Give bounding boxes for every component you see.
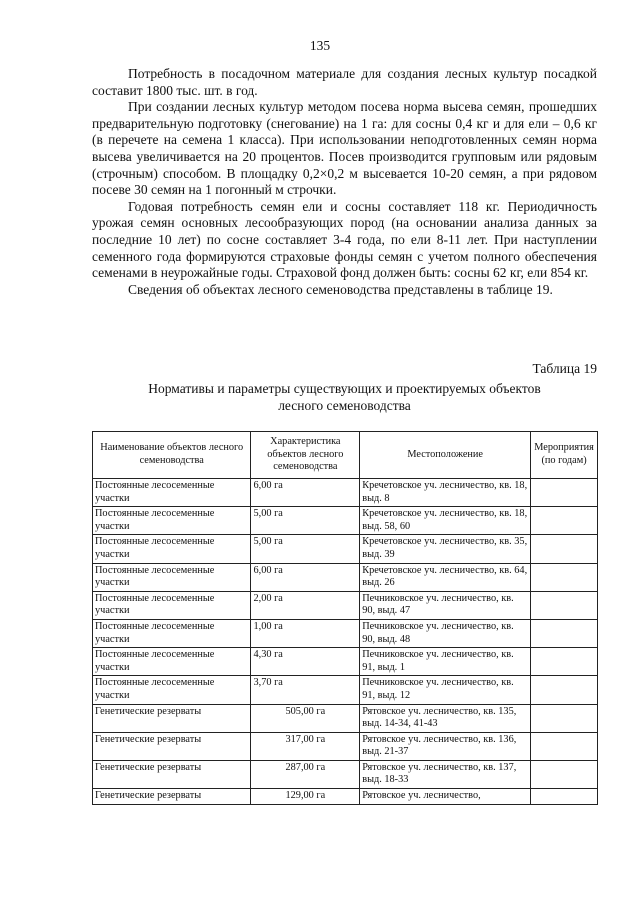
object-name-cell: Постоянные лесосеменные участки bbox=[93, 591, 251, 619]
location-cell: Рятовское уч. лесничество, кв. 135, выд. 14-34, 41-43 bbox=[360, 704, 531, 732]
table-row bbox=[93, 732, 598, 760]
table-row bbox=[93, 479, 598, 507]
measures-cell bbox=[531, 619, 598, 647]
table-row bbox=[93, 563, 598, 591]
measures-cell bbox=[531, 507, 598, 535]
table-title bbox=[92, 381, 597, 414]
area-cell: 6,00 га bbox=[251, 563, 360, 591]
location-cell: Рятовское уч. лесничество, кв. 137, выд. 18-33 bbox=[360, 760, 531, 788]
paragraph: Потребность в посадочном материале для создания лесных культур посадкой составит 1800 тыс. шт. в год. bbox=[92, 66, 597, 98]
header-cell: Характеристика объектов лесного семеноводства bbox=[251, 432, 360, 479]
header-cell: Наименование объектов лесного семеноводства bbox=[93, 432, 251, 479]
location-cell: Кречетовское уч. лесничество, кв. 18, выд. 8 bbox=[360, 479, 531, 507]
measures-cell bbox=[531, 789, 598, 805]
object-name-cell: Генетические резерваты bbox=[93, 704, 251, 732]
area-cell: 505,00 га bbox=[251, 704, 360, 732]
area-cell: 129,00 га bbox=[251, 789, 360, 805]
location-cell: Кречетовское уч. лесничество, кв. 18, выд. 58, 60 bbox=[360, 507, 531, 535]
paragraph: Годовая потребность семян ели и сосны составляет 118 кг. Периодичность урожая семян основных лесообразующих пород (на основании анализа данных за последние 10 лет) по сосне составляет 3-4 года, по ели 8-11 лет. При наступлении семенного года формируются страховые фонды семян с учетом полного обеспечения семенами в неурожайные годы. Страховой фонд должен быть: сосны 62 кг, ели 854 кг. bbox=[92, 198, 597, 281]
table-row bbox=[93, 704, 598, 732]
measures-cell bbox=[531, 591, 598, 619]
location-cell: Печниковское уч. лесничество, кв. 90, выд. 47 bbox=[360, 591, 531, 619]
table-row bbox=[93, 789, 598, 805]
location-cell: Кречетовское уч. лесничество, кв. 64, выд. 26 bbox=[360, 563, 531, 591]
seed-objects-table bbox=[92, 431, 598, 805]
location-cell: Печниковское уч. лесничество, кв. 91, выд. 1 bbox=[360, 648, 531, 676]
header-cell: Мероприятия (по годам) bbox=[531, 432, 598, 479]
measures-cell bbox=[531, 479, 598, 507]
object-name-cell: Постоянные лесосеменные участки bbox=[93, 619, 251, 647]
measures-cell bbox=[531, 535, 598, 563]
table-row bbox=[93, 760, 598, 788]
object-name-cell: Постоянные лесосеменные участки bbox=[93, 563, 251, 591]
body-text bbox=[92, 66, 597, 298]
measures-cell bbox=[531, 676, 598, 704]
object-name-cell: Генетические резерваты bbox=[93, 732, 251, 760]
page-number: 135 bbox=[309, 38, 331, 53]
paragraph: Сведения об объектах лесного семеноводства представлены в таблице 19. bbox=[128, 281, 553, 297]
table-row bbox=[93, 507, 598, 535]
measures-cell bbox=[531, 648, 598, 676]
table-title-line: лесного семеноводства bbox=[278, 397, 411, 413]
table-header-row bbox=[93, 432, 598, 479]
area-cell: 5,00 га bbox=[251, 507, 360, 535]
table-row bbox=[93, 591, 598, 619]
area-cell: 5,00 га bbox=[251, 535, 360, 563]
object-name-cell: Постоянные лесосеменные участки bbox=[93, 507, 251, 535]
area-cell: 6,00 га bbox=[251, 479, 360, 507]
table-row bbox=[93, 648, 598, 676]
measures-cell bbox=[531, 563, 598, 591]
area-cell: 2,00 га bbox=[251, 591, 360, 619]
location-cell: Рятовское уч. лесничество, bbox=[360, 789, 531, 805]
location-cell: Печниковское уч. лесничество, кв. 90, выд. 48 bbox=[360, 619, 531, 647]
table-row bbox=[93, 619, 598, 647]
area-cell: 3,70 га bbox=[251, 676, 360, 704]
measures-cell bbox=[531, 704, 598, 732]
area-cell: 1,00 га bbox=[251, 619, 360, 647]
paragraph: При создании лесных культур методом посева норма высева семян, прошедших предварительную подготовку (снегование) на 1 га: для сосны 0,4 кг и для ели – 0,6 кг (в перечете на семена 1 класса). При использовании неподготовленных семян норма высева увеличивается на 20 процентов. Посев производится групповым или рядовым (строчным) способом. В площадку 0,2×0,2 м высевается 10-20 семян, а при рядовом посеве 30 семян на 1 погонный м строчки. bbox=[92, 99, 597, 198]
measures-cell bbox=[531, 732, 598, 760]
object-name-cell: Генетические резерваты bbox=[93, 789, 251, 805]
location-cell: Печниковское уч. лесничество, кв. 91, выд. 12 bbox=[360, 676, 531, 704]
header-cell: Местоположение bbox=[360, 432, 531, 479]
object-name-cell: Постоянные лесосеменные участки bbox=[93, 535, 251, 563]
location-cell: Кречетовское уч. лесничество, кв. 35, выд. 39 bbox=[360, 535, 531, 563]
table-row bbox=[93, 535, 598, 563]
object-name-cell: Постоянные лесосеменные участки bbox=[93, 479, 251, 507]
area-cell: 317,00 га bbox=[251, 732, 360, 760]
table-title-line: Нормативы и параметры существующих и проектируемых объектов bbox=[148, 381, 541, 396]
area-cell: 4,30 га bbox=[251, 648, 360, 676]
area-cell: 287,00 га bbox=[251, 760, 360, 788]
object-name-cell: Постоянные лесосеменные участки bbox=[93, 676, 251, 704]
measures-cell bbox=[531, 760, 598, 788]
object-name-cell: Генетические резерваты bbox=[93, 760, 251, 788]
location-cell: Рятовское уч. лесничество, кв. 136, выд. 21-37 bbox=[360, 732, 531, 760]
object-name-cell: Постоянные лесосеменные участки bbox=[93, 648, 251, 676]
table-label: Таблица 19 bbox=[532, 361, 597, 376]
table-row bbox=[93, 676, 598, 704]
